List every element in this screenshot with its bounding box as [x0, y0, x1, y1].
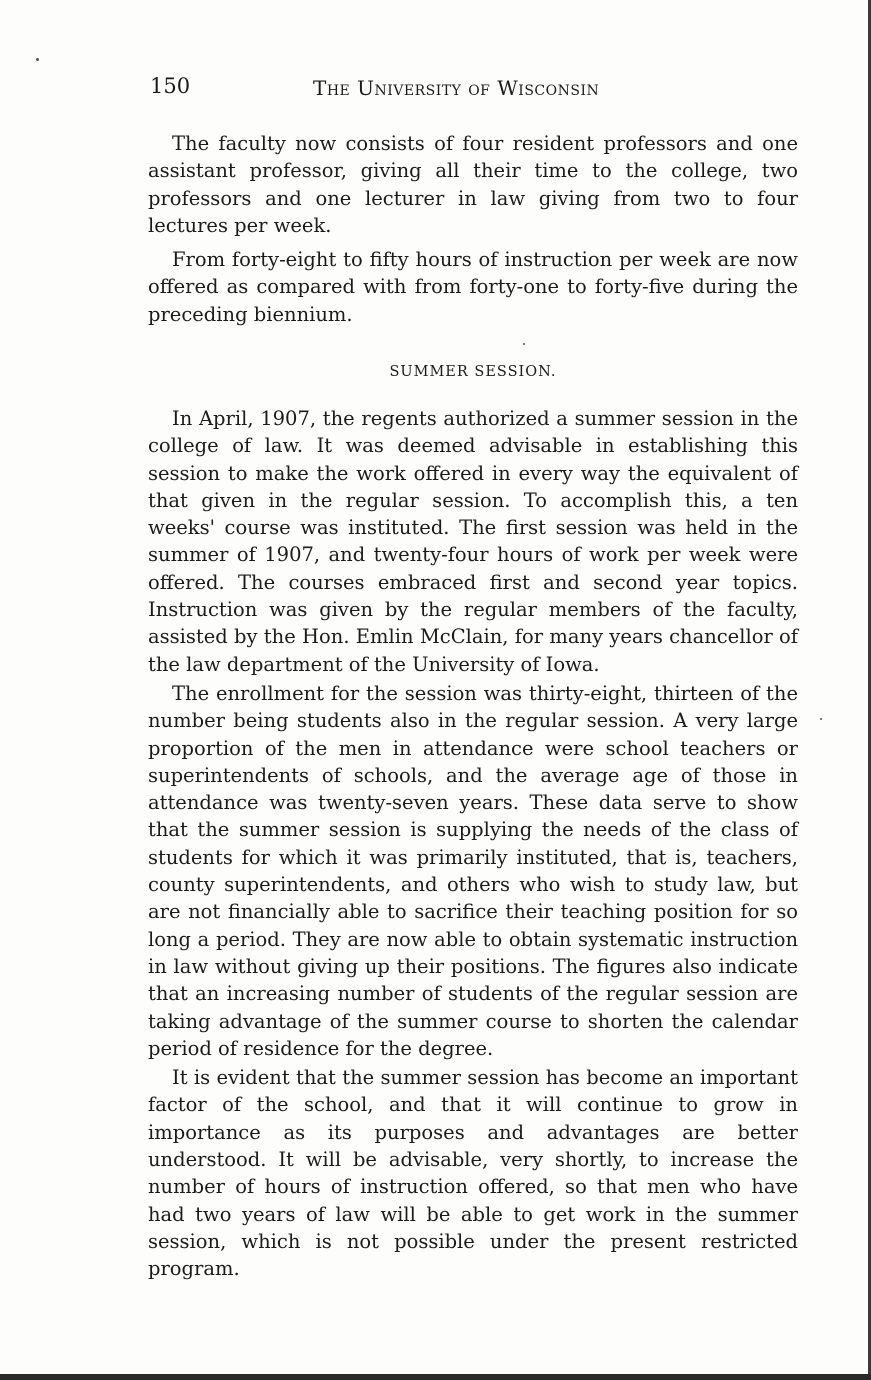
summer-session-text-block: [148, 405, 798, 1283]
page-header: [150, 74, 800, 106]
paragraph: From forty-eight to fifty hours of instruction per week are now offered as compared with from forty-one to forty-five during the preceding biennium.: [148, 248, 798, 326]
paragraph: In April, 1907, the regents authorized a summer session in the college of law. It was deemed advisable in establishing this session to make the work offered in every way the equivalent of that given in the regular session. To accomplish this, a ten weeks' course was instituted. The first session was held in the summer of 1907, and twenty-four hours of work per week were offered. The courses embraced first and second year topics. Instruction was given by the regular members of the faculty, assisted by the Hon. Emlin McClain, for many years chancellor of the law department of the University of Iowa.: [148, 407, 798, 676]
paragraph: It is evident that the summer session has become an important factor of the school, and that it will continue to grow in importance as its purposes and advantages are better understood. It will be advisable, very shortly, to increase the number of hours of instruction offered, so that men who have had two years of law will be able to get work in the summer session, which is not possible under the present restricted program.: [148, 1066, 798, 1281]
scan-speck: [523, 343, 525, 345]
section-heading: SUMMER SESSION.: [389, 364, 557, 380]
running-title: The University of Wisconsin: [313, 76, 600, 100]
scan-border-bottom: [0, 1374, 871, 1380]
scan-speck: [36, 58, 39, 61]
scan-speck: [820, 718, 822, 720]
paragraph: The enrollment for the session was thirty-eight, thirteen of the number being students also in the regular session. A very large proportion of the men in attendance were school teachers or superintendents of schools, and the average age of those in attendance was twenty-seven years. These data serve to show that the summer session is supplying the needs of the class of students for which it was primarily instituted, that is, teachers, county superintendents, and others who wish to study law, but are not financially able to sacrifice their teaching position for so long a period. They are now able to obtain systematic instruction in law without giving up their positions. The figures also indicate that an increasing number of students of the regular session are taking advantage of the summer course to shorten the calendar period of residence for the degree.: [148, 681, 798, 1060]
page-number: 150: [150, 74, 191, 98]
intro-text-block: [148, 130, 798, 328]
paragraph: The faculty now consists of four resident professors and one assistant professor, giving all their time to the college, two professors and one lecturer in law giving from two to four lectures per week.: [148, 132, 798, 237]
